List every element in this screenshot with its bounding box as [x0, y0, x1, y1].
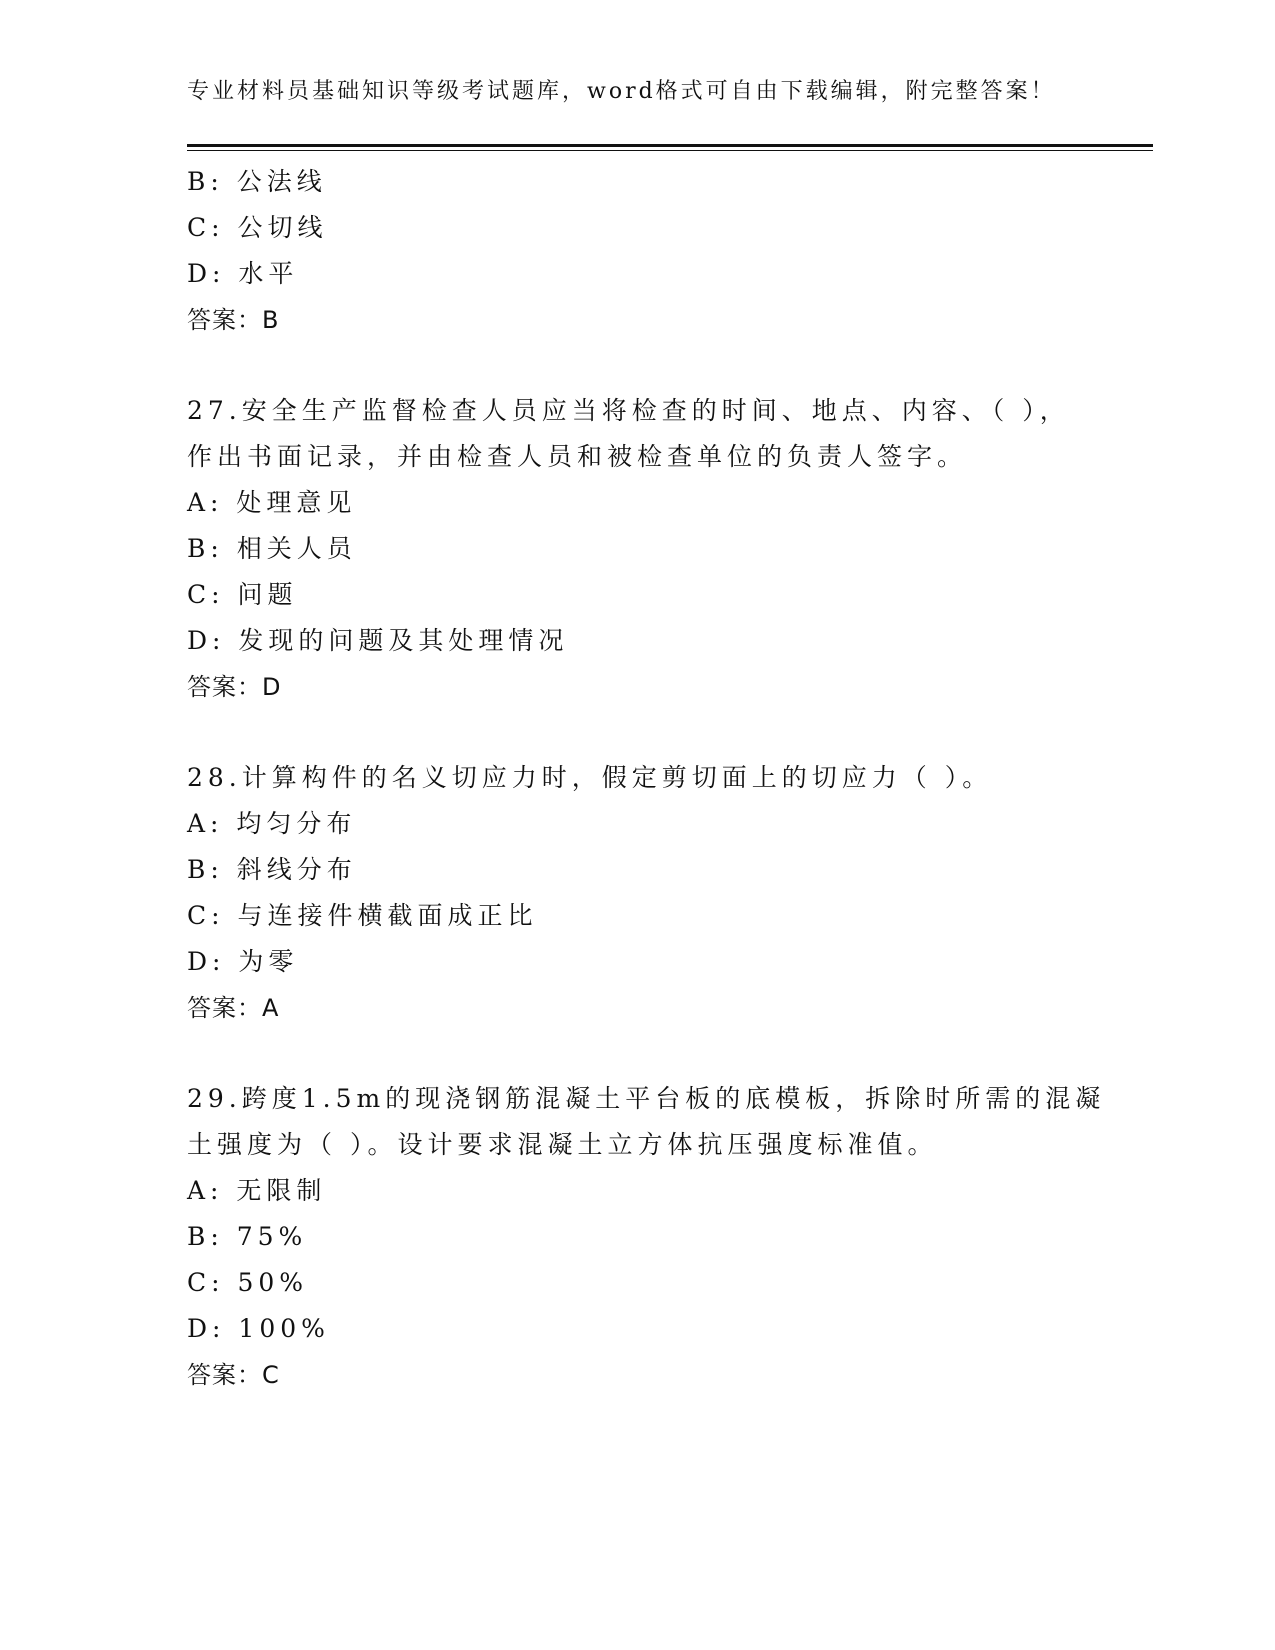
question-text: 27.安全生产监督检查人员应当将检查的时间、地点、内容、（ ），: [187, 396, 1070, 425]
question-28: [187, 755, 1087, 1031]
option-c: C: 与连接件横截面成正比: [187, 901, 538, 930]
answer: 答案：A: [187, 994, 280, 1022]
option-d: D: 为零: [187, 947, 299, 976]
question-text: 作出书面记录，并由检查人员和被检查单位的负责人签字。: [187, 442, 968, 471]
option-c: C: 问题: [187, 580, 298, 609]
answer: 答案：B: [187, 306, 280, 334]
page-header: 专业材料员基础知识等级考试题库，word格式可自由下载编辑，附完整答案！: [187, 79, 1056, 104]
header-rule-thin: [187, 150, 1153, 151]
option-d: D: 水平: [187, 259, 299, 288]
option-b: B: 75%: [187, 1222, 308, 1251]
question-text: 29.跨度1.5m的现浇钢筋混凝土平台板的底模板，拆除时所需的混凝: [187, 1084, 1106, 1113]
option-c: C: 50%: [187, 1268, 309, 1297]
option-a: A: 均匀分布: [187, 809, 357, 838]
answer: 答案：C: [187, 1361, 280, 1389]
option-b: B: 公法线: [187, 167, 327, 196]
header-rule-thick: [187, 144, 1153, 147]
option-a: A: 无限制: [187, 1176, 327, 1205]
question-29: [187, 1076, 1106, 1398]
answer: 答案：D: [187, 673, 282, 701]
question-26-continued: [187, 159, 1087, 343]
option-b: B: 相关人员: [187, 534, 357, 563]
question-text: 28.计算构件的名义切应力时，假定剪切面上的切应力（ ）。: [187, 763, 993, 792]
question-list: [187, 159, 1106, 1398]
option-d: D: 100%: [187, 1314, 330, 1343]
question-27: [187, 388, 1087, 710]
question-text: 土强度为（ ）。设计要求混凝土立方体抗压强度标准值。: [187, 1130, 938, 1159]
option-a: A: 处理意见: [187, 488, 357, 517]
option-d: D: 发现的问题及其处理情况: [187, 626, 569, 655]
option-c: C: 公切线: [187, 213, 328, 242]
option-b: B: 斜线分布: [187, 855, 357, 884]
